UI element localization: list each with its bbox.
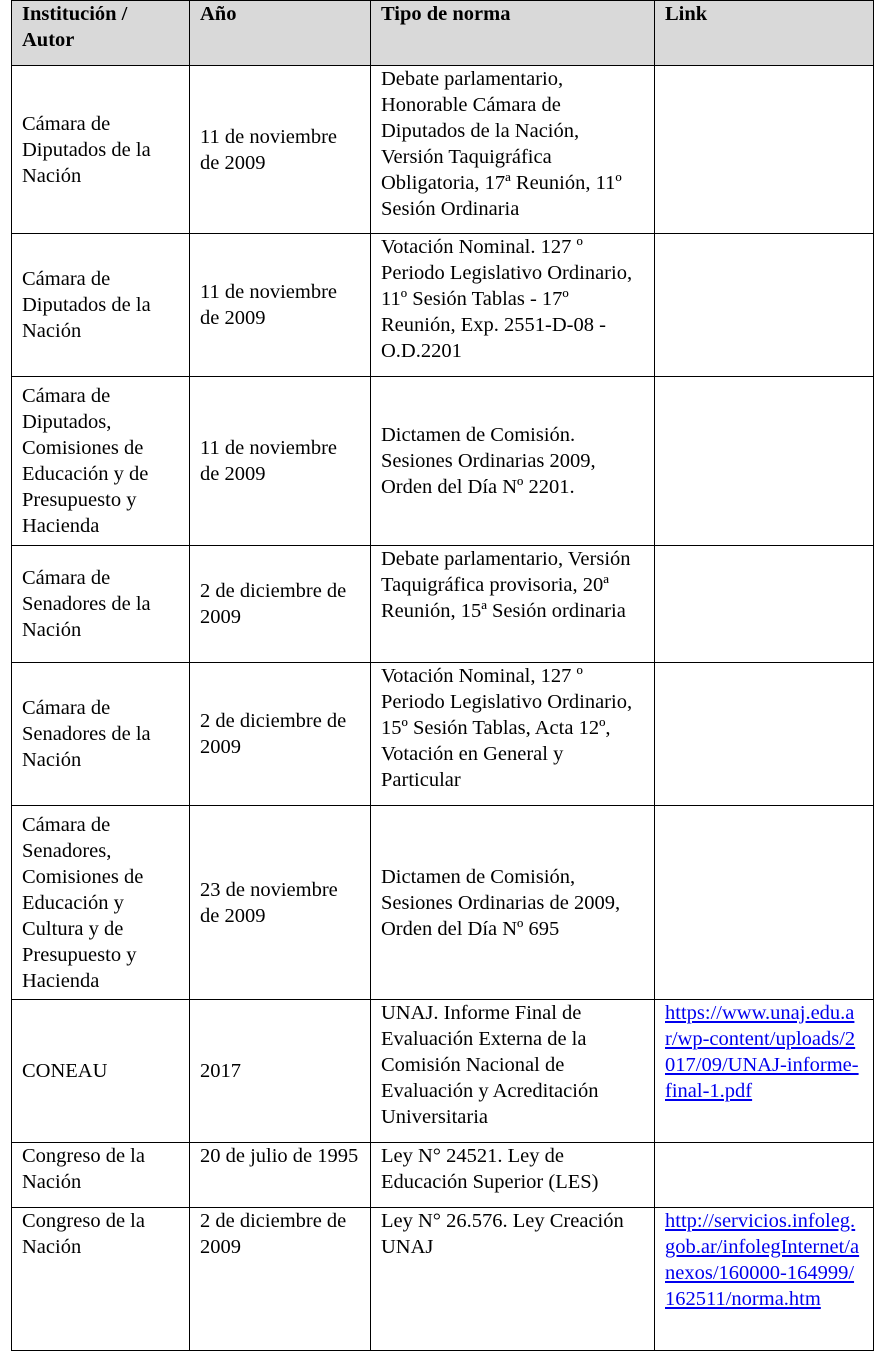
- cell-institucion: Congreso de la Nación: [12, 1143, 190, 1208]
- cell-institucion: Cámara de Senadores de la Nación: [12, 663, 190, 806]
- cell-institucion: Congreso de la Nación: [12, 1208, 190, 1351]
- cell-tipo: UNAJ. Informe Final de Evaluación Externa de la Comisión Nacional de Evaluación y Acreditación Universitaria: [371, 1000, 655, 1143]
- table-row: [12, 377, 874, 546]
- cell-anio: 2017: [190, 1000, 371, 1143]
- infoleg-law-link[interactable]: http://servicios.infoleg.gob.ar/infolegInternet/anexos/160000-164999/162511/norma.htm: [665, 1210, 860, 1310]
- cell-tipo: Votación Nominal, 127 º Periodo Legislativo Ordinario, 15º Sesión Tablas, Acta 12º, Votación en General y Particular: [371, 663, 655, 806]
- cell-tipo: Debate parlamentario, Versión Taquigráfica provisoria, 20ª Reunión, 15ª Sesión ordinaria: [371, 546, 655, 663]
- header-row: [12, 1, 874, 66]
- cell-link: [655, 66, 874, 234]
- cell-tipo: Ley N° 26.576. Ley Creación UNAJ: [371, 1208, 655, 1351]
- cell-anio: 11 de noviembre de 2009: [190, 66, 371, 234]
- cell-institucion: Cámara de Diputados, Comisiones de Educación y de Presupuesto y Hacienda: [12, 377, 190, 546]
- cell-link: [655, 377, 874, 546]
- table-body: [12, 66, 874, 1351]
- table-row: [12, 234, 874, 377]
- cell-tipo: Debate parlamentario, Honorable Cámara de Diputados de la Nación, Versión Taquigráfica Obligatoria, 17ª Reunión, 11º Sesión Ordinaria: [371, 66, 655, 234]
- header-institucion: Institución / Autor: [12, 1, 190, 66]
- header-link: Link: [655, 1, 874, 66]
- cell-anio: 23 de noviembre de 2009: [190, 806, 371, 1000]
- cell-anio: 2 de diciembre de 2009: [190, 663, 371, 806]
- table-row: [12, 1000, 874, 1143]
- coneau-report-link[interactable]: https://www.unaj.edu.ar/wp-content/uploads/2017/09/UNAJ-informe-final-1.pdf: [665, 1002, 859, 1102]
- cell-anio: 11 de noviembre de 2009: [190, 377, 371, 546]
- table-row: [12, 66, 874, 234]
- table-header: [12, 1, 874, 66]
- cell-institucion: Cámara de Senadores, Comisiones de Educación y Cultura y de Presupuesto y Hacienda: [12, 806, 190, 1000]
- cell-link: [655, 234, 874, 377]
- header-anio: Año: [190, 1, 371, 66]
- cell-institucion: Cámara de Diputados de la Nación: [12, 66, 190, 234]
- cell-link: [655, 1000, 874, 1143]
- table-row: [12, 546, 874, 663]
- cell-institucion: CONEAU: [12, 1000, 190, 1143]
- cell-anio: 11 de noviembre de 2009: [190, 234, 371, 377]
- header-tipo: Tipo de norma: [371, 1, 655, 66]
- cell-anio: 2 de diciembre de 2009: [190, 546, 371, 663]
- cell-link: [655, 546, 874, 663]
- cell-tipo: Ley N° 24521. Ley de Educación Superior (LES): [371, 1143, 655, 1208]
- cell-tipo: Dictamen de Comisión, Sesiones Ordinarias de 2009, Orden del Día Nº 695: [371, 806, 655, 1000]
- cell-institucion: Cámara de Senadores de la Nación: [12, 546, 190, 663]
- cell-tipo: Dictamen de Comisión. Sesiones Ordinarias 2009, Orden del Día Nº 2201.: [371, 377, 655, 546]
- cell-link: [655, 1208, 874, 1351]
- cell-institucion: Cámara de Diputados de la Nación: [12, 234, 190, 377]
- table-row: [12, 663, 874, 806]
- cell-anio: 2 de diciembre de 2009: [190, 1208, 371, 1351]
- table-row: [12, 1208, 874, 1351]
- table-row: [12, 806, 874, 1000]
- cell-link: [655, 663, 874, 806]
- cell-link: [655, 1143, 874, 1208]
- cell-tipo: Votación Nominal. 127 º Periodo Legislativo Ordinario, 11º Sesión Tablas - 17º Reunión, Exp. 2551-D-08 - O.D.2201: [371, 234, 655, 377]
- normative-sources-table: [11, 0, 874, 1351]
- cell-anio: 20 de julio de 1995: [190, 1143, 371, 1208]
- table-row: [12, 1143, 874, 1208]
- cell-link: [655, 806, 874, 1000]
